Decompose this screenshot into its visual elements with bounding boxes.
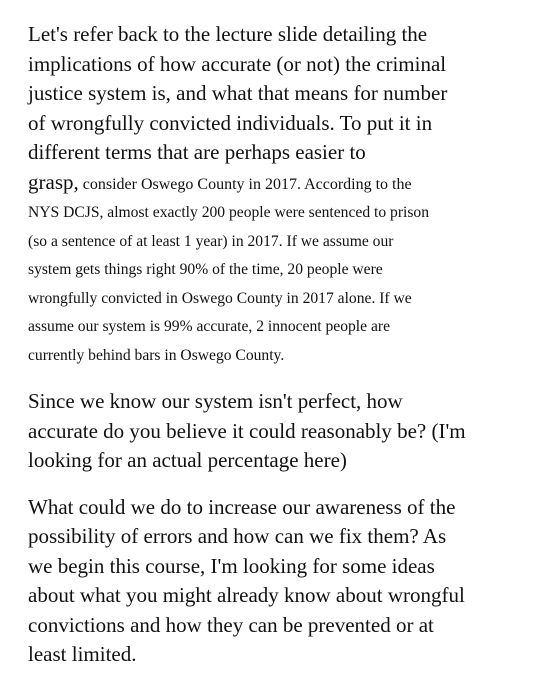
text-line: about what you might already know about wrongful (28, 583, 465, 607)
paragraph-awareness-question (28, 493, 543, 670)
text-line: we begin this course, I'm looking for some ideas (28, 553, 435, 578)
text-line: possibility of errors and how can we fix them? As (28, 524, 447, 548)
small-text: consider Oswego County in 2017. According to the (78, 175, 412, 193)
text-line: Let's refer back to the lecture slide detailing the (28, 22, 428, 46)
text-line: Since we know our system isn't perfect, how (28, 389, 403, 413)
text-line: implications of how accurate (or not) the criminal (28, 51, 447, 76)
text-line-mixed (28, 168, 543, 200)
text-line: least limited. (28, 642, 137, 666)
text-line-small: (so a sentence of at least 1 year) in 2017. If we assume our (28, 232, 394, 250)
text-line-small: NYS DCJS, almost exactly 200 people were sentenced to prison (28, 204, 430, 221)
text-line: of wrongfully convicted individuals. To put it in (28, 110, 433, 135)
text-line: What could we do to increase our awareness of the (28, 494, 456, 519)
text-line-small: assume our system is 99% accurate, 2 innocent people are (28, 318, 390, 335)
text-line: looking for an actual percentage here) (28, 448, 347, 472)
text-line-small: currently behind bars in Oswego County. (28, 346, 285, 364)
text-line: justice system is, and what that means for number (28, 81, 448, 105)
document-page (28, 20, 543, 670)
lead-word: grasp, (28, 169, 79, 194)
text-line: convictions and how they can be prevented or at (28, 612, 434, 637)
paragraph-lecture-context (28, 20, 543, 370)
text-line-small: system gets things right 90% of the time, 20 people were (28, 261, 383, 278)
text-line: different terms that are perhaps easier to (28, 140, 366, 164)
text-line: accurate do you believe it could reasonably be? (I'm (28, 418, 466, 443)
paragraph-accuracy-question (28, 387, 543, 476)
text-line-small: wrongfully convicted in Oswego County in 2017 alone. If we (28, 289, 412, 307)
